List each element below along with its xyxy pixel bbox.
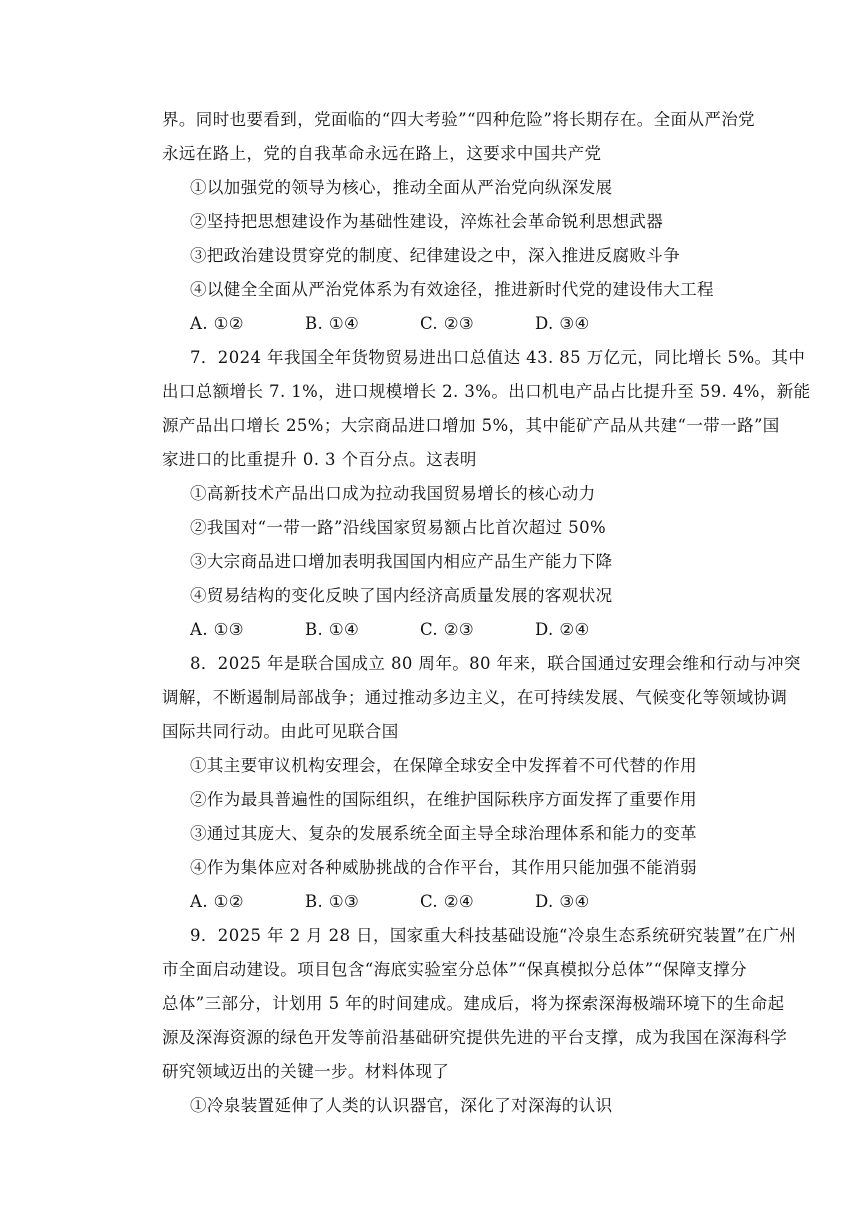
q9-stem-line-4: 源及深海资源的绿色开发等前沿基础研究提供先进的平台支撑，成为我国在深海科学 [162, 1028, 788, 1047]
choice-d: D. ②④ [535, 620, 590, 639]
q7-stem-line-4: 家进口的比重提升 0. 3 个百分点。这表明 [162, 450, 477, 469]
choice-c: C. ②③ [420, 620, 475, 639]
choice-a: A. ①③ [190, 620, 244, 639]
q7-stem-line-1: 7．2024 年我国全年货物贸易进出口总值达 43. 85 万亿元，同比增长 5%。其中 [190, 348, 806, 367]
choice-d: D. ③④ [535, 892, 590, 911]
prev-option-2: ②坚持把思想建设作为基础性建设，淬炼社会革命锐利思想武器 [190, 212, 664, 231]
q8-option-1: ①其主要审议机构安理会，在保障全球安全中发挥着不可代替的作用 [190, 756, 697, 775]
q8-option-3: ③通过其庞大、复杂的发展系统全面主导全球治理体系和能力的变革 [190, 824, 697, 843]
prev-option-1: ①以加强党的领导为核心，推动全面从严治党向纵深发展 [190, 178, 613, 197]
choice-a: A. ①② [190, 892, 244, 911]
choice-c: C. ②③ [420, 314, 475, 333]
prev-option-4: ④以健全全面从严治党体系为有效途径，推进新时代党的建设伟大工程 [190, 280, 714, 299]
choice-b: B. ①④ [305, 620, 360, 639]
choice-b: B. ①③ [305, 892, 360, 911]
q7-stem-line-2: 出口总额增长 7. 1%，进口规模增长 2. 3%。出口机电产品占比提升至 59. 4%，新能 [162, 382, 811, 401]
prev-stem-line-1: 界。同时也要看到，党面临的“四大考验”“四种危险”将长期存在。全面从严治党 [162, 110, 756, 129]
q7-stem-line-3: 源产品出口增长 25%；大宗商品进口增加 5%，其中能矿产品从共建“一带一路”国 [162, 416, 780, 435]
q8-option-2: ②作为最具普遍性的国际组织，在维护国际秩序方面发挥了重要作用 [190, 790, 697, 809]
q9-stem-line-3: 总体”三部分，计划用 5 年的时间建成。建成后，将为探索深海极端环境下的生命起 [162, 994, 785, 1013]
q9-stem-line-2: 市全面启动建设。项目包含“海底实验室分总体”“保真模拟分总体”“保障支撑分 [162, 960, 747, 979]
choice-a: A. ①② [190, 314, 244, 333]
q9-option-1: ①冷泉装置延伸了人类的认识器官，深化了对深海的认识 [190, 1096, 613, 1115]
choice-d: D. ③④ [535, 314, 590, 333]
prev-stem-line-2: 永远在路上，党的自我革命永远在路上，这要求中国共产党 [162, 144, 602, 163]
choice-c: C. ②④ [420, 892, 475, 911]
q8-stem-line-3: 国际共同行动。由此可见联合国 [162, 722, 399, 741]
q9-stem-line-1: 9．2025 年 2 月 28 日，国家重大科技基础设施“冷泉生态系统研究装置”在广州 [190, 926, 797, 945]
q8-stem-line-2: 调解，不断遏制局部战争；通过推动多边主义，在可持续发展、气候变化等领域协调 [162, 688, 788, 707]
q8-option-4: ④作为集体应对各种威胁挑战的合作平台，其作用只能加强不能消弱 [190, 858, 697, 877]
q8-stem-line-1: 8．2025 年是联合国成立 80 周年。80 年来，联合国通过安理会维和行动与冲突 [190, 654, 801, 673]
q9-stem-line-5: 研究领域迈出的关键一步。材料体现了 [162, 1062, 450, 1081]
prev-option-3: ③把政治建设贯穿党的制度、纪律建设之中，深入推进反腐败斗争 [190, 246, 681, 265]
q7-option-1: ①高新技术产品出口成为拉动我国贸易增长的核心动力 [190, 484, 596, 503]
q7-option-3: ③大宗商品进口增加表明我国国内相应产品生产能力下降 [190, 552, 613, 571]
q7-option-2: ②我国对“一带一路”沿线国家贸易额占比首次超过 50% [190, 518, 607, 537]
q7-option-4: ④贸易结构的变化反映了国内经济高质量发展的客观状况 [190, 586, 613, 605]
choice-b: B. ①④ [305, 314, 360, 333]
